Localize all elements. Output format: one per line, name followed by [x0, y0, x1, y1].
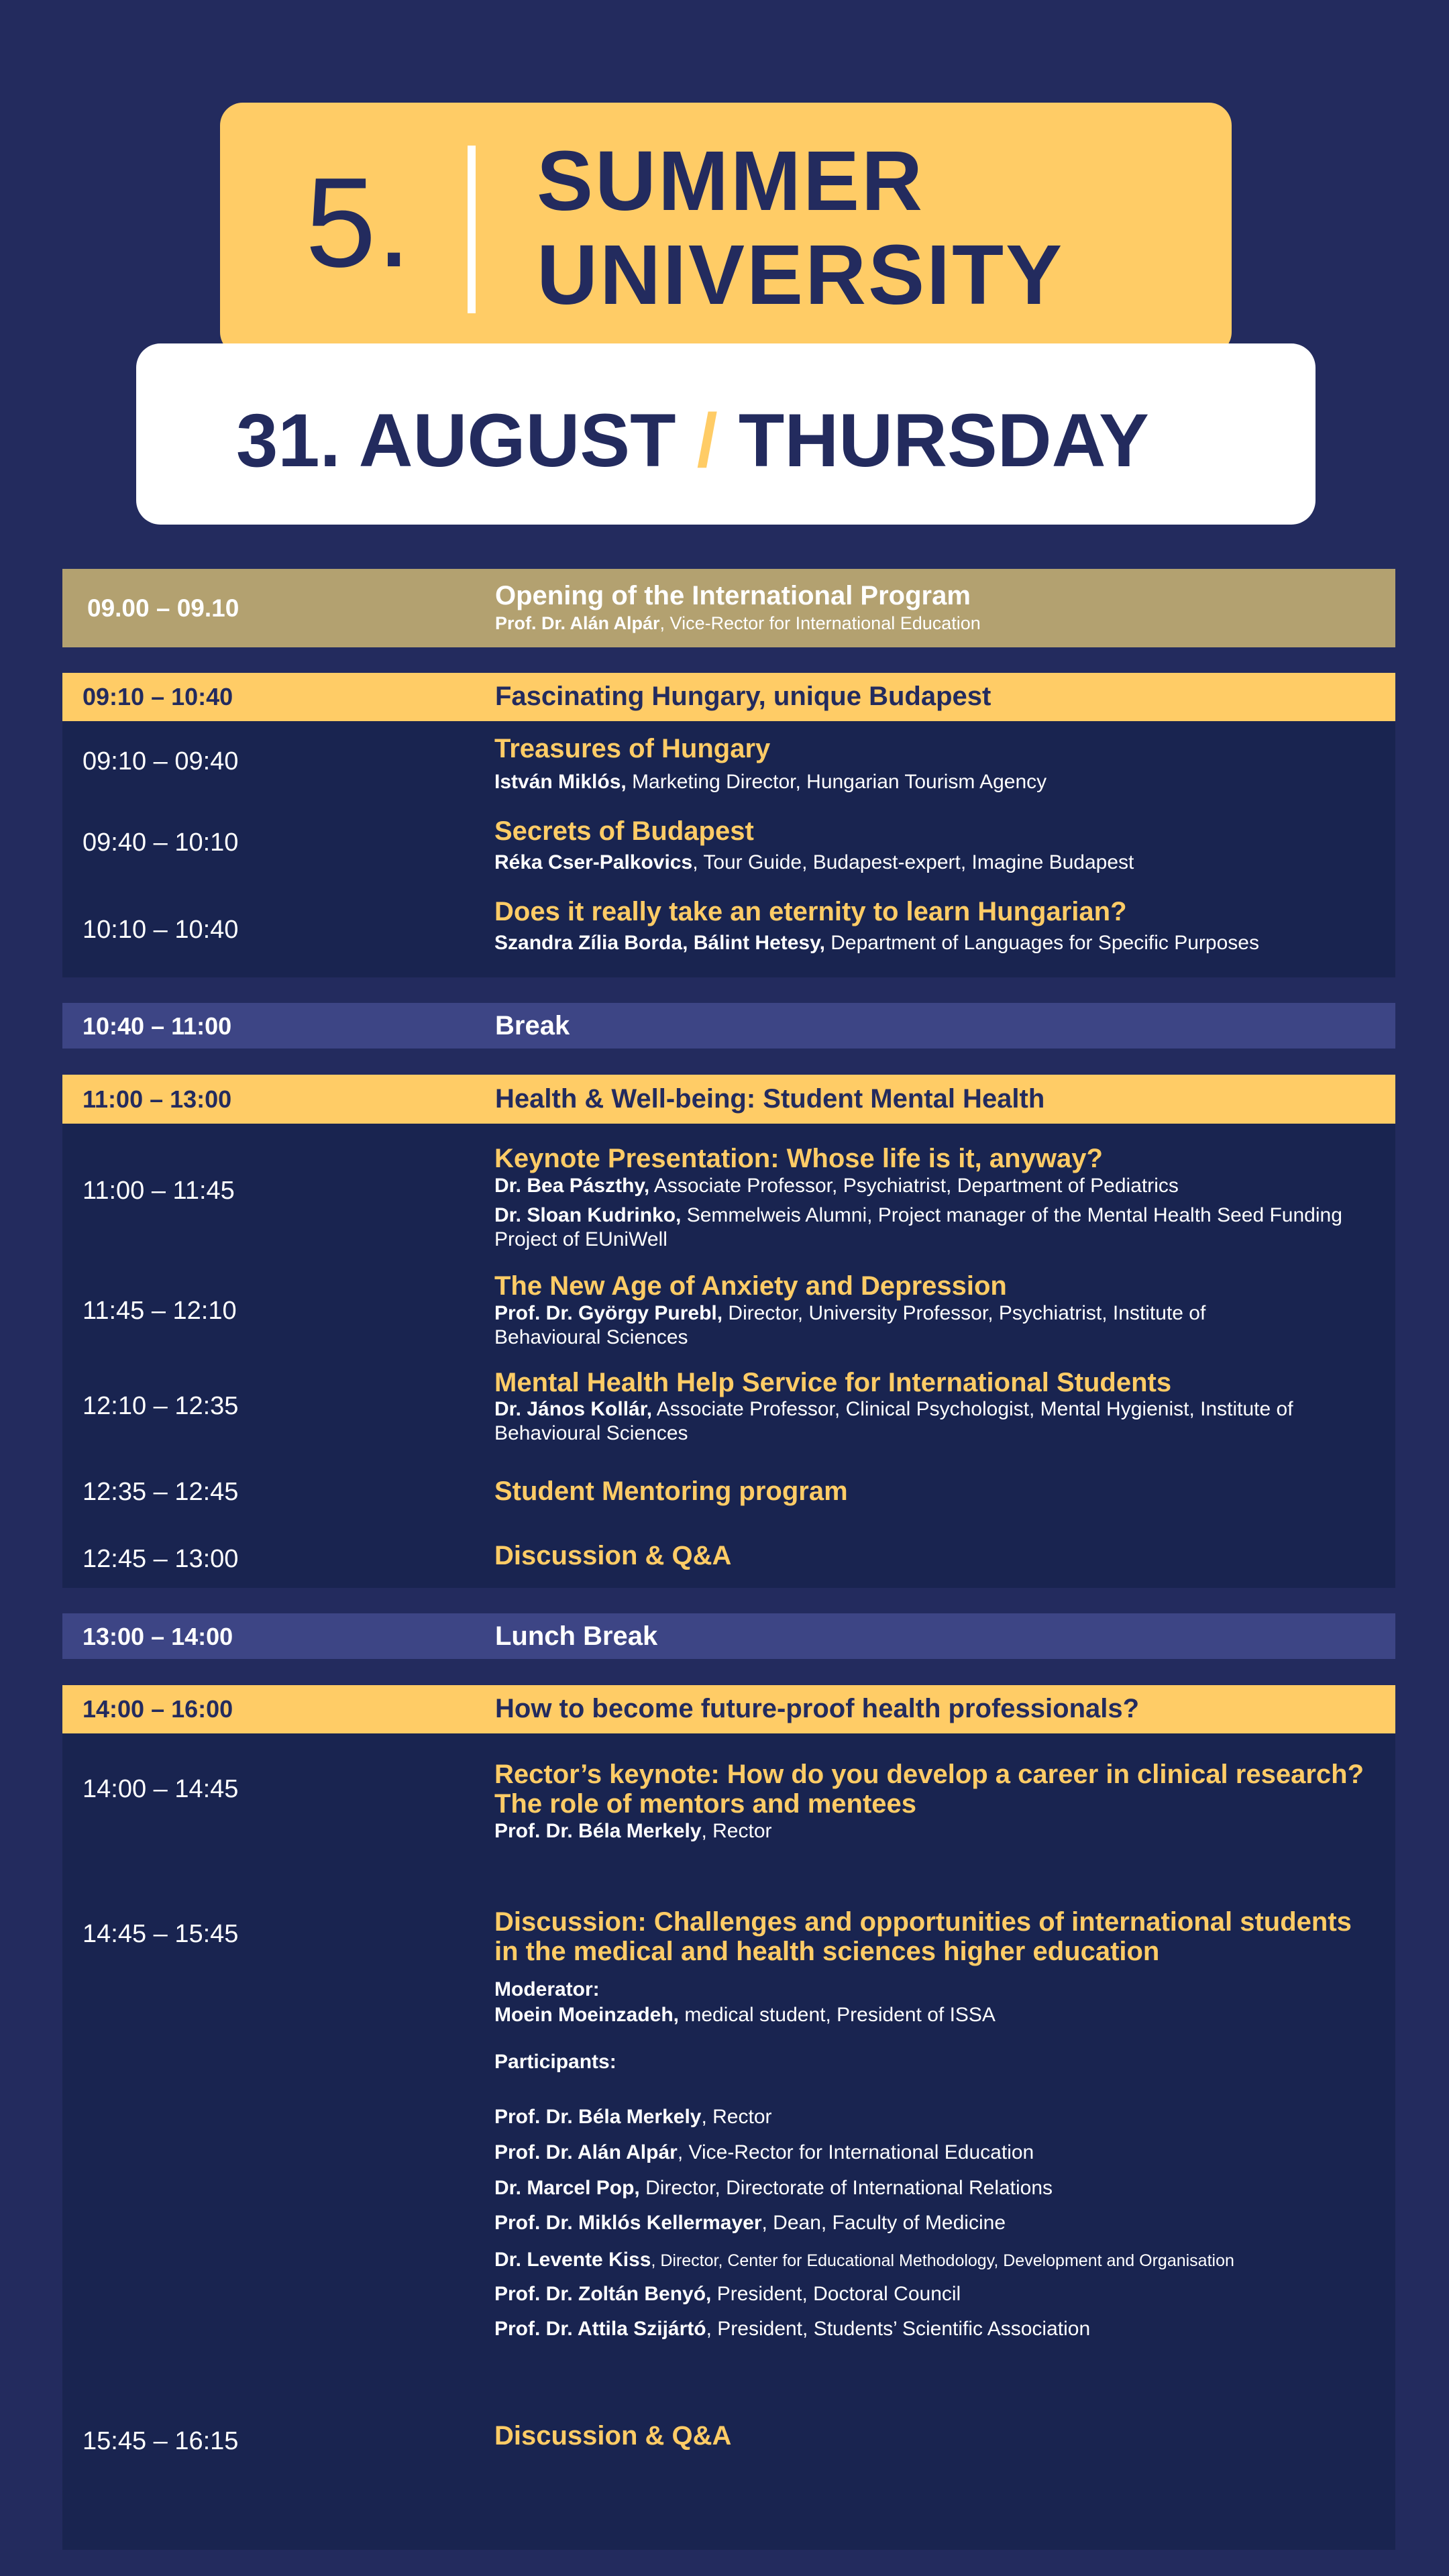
break-title: Break: [495, 1011, 570, 1040]
participant: [494, 2248, 1387, 2273]
item-title: Secrets of Budapest: [494, 816, 754, 846]
item-title: Discussion & Q&A: [494, 2421, 732, 2451]
item-time: 11:45 – 12:10: [83, 1297, 237, 1325]
speaker-name: Réka Cser-Palkovics: [494, 851, 693, 873]
speaker-role: Director, Directorate of International Relations: [639, 2177, 1053, 2199]
item-title-cont: The role of mentors and mentees: [494, 1789, 917, 1819]
title-line-1: SUMMER: [537, 133, 924, 228]
item-title: Rector’s keynote: How do you develop a career in clinical research?: [494, 1760, 1364, 1789]
item-time: 10:10 – 10:40: [83, 916, 239, 944]
item-title: Keynote Presentation: Whose life is it, anyway?: [494, 1144, 1103, 1173]
moderator-label: Moderator:: [494, 1978, 600, 2000]
speaker-role: , Director, Center for Educational Methodology, Development and Organisation: [651, 2251, 1234, 2270]
item-speaker: [494, 1203, 1366, 1252]
speaker-name: Dr. Marcel Pop,: [494, 2177, 640, 2199]
speaker-name: Prof. Dr. Attila Szijártó: [494, 2318, 706, 2340]
speaker-role: Marketing Director, Hungarian Tourism Agency: [626, 771, 1047, 793]
speaker-name: Dr. Bea Pászthy,: [494, 1175, 650, 1197]
lunch-break-bar: [62, 1613, 1395, 1659]
item-title: Discussion: Challenges and opportunities of international students: [494, 1907, 1352, 1937]
break-time: 10:40 – 11:00: [83, 1012, 232, 1040]
date-day: 31. AUGUST: [236, 398, 676, 482]
session-2-time: 11:00 – 13:00: [83, 1085, 232, 1113]
speaker-role: , Rector: [701, 2106, 772, 2128]
item-time: 14:45 – 15:45: [83, 1920, 239, 1948]
item-title: Student Mentoring program: [494, 1477, 848, 1506]
speaker-name: Prof. Dr. Béla Merkely: [494, 1820, 702, 1842]
lunch-break-title: Lunch Break: [495, 1621, 658, 1651]
speaker-name: Prof. Dr. Béla Merkely: [494, 2106, 702, 2128]
speaker-name: Dr. János Kollár,: [494, 1398, 653, 1420]
speaker-name: Prof. Dr. Miklós Kellermayer: [494, 2212, 762, 2234]
speaker-name: Dr. Sloan Kudrinko,: [494, 1204, 682, 1226]
speaker-name: Dr. Levente Kiss: [494, 2249, 651, 2271]
item-title: Mental Health Help Service for International Students: [494, 1368, 1172, 1397]
title-divider: [468, 146, 476, 313]
moderator: [494, 2003, 1387, 2027]
item-title: Treasures of Hungary: [494, 734, 771, 763]
participant: [494, 2317, 1387, 2341]
session-header-3: [62, 1685, 1395, 1733]
item-speaker: [494, 1174, 1387, 1198]
opening-title: Opening of the International Program: [495, 581, 971, 610]
session-header-1: [62, 673, 1395, 721]
date-weekday: THURSDAY: [738, 398, 1149, 482]
item-time: 15:45 – 16:15: [83, 2427, 239, 2455]
item-time: 12:45 – 13:00: [83, 1545, 239, 1573]
speaker-role: , Dean, Faculty of Medicine: [761, 2212, 1006, 2234]
session-2-title: Health & Well-being: Student Mental Health: [495, 1084, 1045, 1114]
item-time: 12:10 – 12:35: [83, 1392, 239, 1420]
speaker-role: , Vice-Rector for International Education: [677, 2141, 1034, 2163]
opening-speaker: [495, 613, 981, 634]
item-time: 11:00 – 11:45: [83, 1177, 235, 1205]
opening-time: 09.00 – 09.10: [87, 594, 239, 622]
session-1-time: 09:10 – 10:40: [83, 683, 233, 710]
speaker-name: Moein Moeinzadeh,: [494, 2004, 680, 2026]
speaker-role: , Rector: [701, 1820, 772, 1842]
lunch-break-time: 13:00 – 14:00: [83, 1623, 233, 1650]
opening-speaker-role: , Vice-Rector for International Education: [659, 613, 981, 633]
speaker-role: President, Doctoral Council: [711, 2283, 961, 2305]
speaker-role: medical student, President of ISSA: [679, 2004, 996, 2026]
opening-bar: [62, 569, 1395, 647]
speaker-name: Prof. Dr. György Purebl,: [494, 1302, 723, 1324]
item-speaker: [494, 1819, 1387, 1843]
item-title: Does it really take an eternity to learn Hungarian?: [494, 897, 1127, 926]
item-time: 12:35 – 12:45: [83, 1478, 239, 1506]
speaker-role: Director, University Professor, Psychiatrist, Institute of Behavioural Sciences: [494, 1302, 1206, 1348]
item-speaker: [494, 770, 1387, 794]
participant: [494, 2141, 1387, 2165]
session-1-title: Fascinating Hungary, unique Budapest: [495, 682, 991, 711]
speaker-name: Prof. Dr. Alán Alpár: [494, 2141, 678, 2163]
speaker-role: , President, Students’ Scientific Association: [706, 2318, 1091, 2340]
break-bar: [62, 1003, 1395, 1049]
participant: [494, 2282, 1387, 2306]
speaker-name: Prof. Dr. Zoltán Benyó,: [494, 2283, 712, 2305]
date-slash: /: [696, 398, 718, 482]
date-heading: [236, 397, 1149, 484]
speaker-role: Department of Languages for Specific Purposes: [824, 932, 1259, 954]
speaker-role: Associate Professor, Psychiatrist, Department of Pediatrics: [649, 1175, 1179, 1197]
item-speaker: [494, 931, 1387, 955]
participants-label: Participants:: [494, 2051, 616, 2073]
item-title: The New Age of Anxiety and Depression: [494, 1271, 1007, 1301]
session-3-time: 14:00 – 16:00: [83, 1695, 233, 1723]
item-speaker: [494, 851, 1387, 875]
participant: [494, 2105, 1387, 2129]
item-time: 14:00 – 14:45: [83, 1775, 239, 1803]
participant: [494, 2176, 1387, 2200]
session-header-2: [62, 1075, 1395, 1124]
participant: [494, 2211, 1387, 2235]
title-line-2: UNIVERSITY: [537, 227, 1065, 322]
edition-number: 5.: [305, 152, 412, 294]
item-speaker: [494, 1301, 1299, 1350]
item-title: Discussion & Q&A: [494, 1541, 732, 1570]
speaker-name: Szandra Zília Borda, Bálint Hetesy,: [494, 932, 825, 954]
speaker-name: István Miklós,: [494, 771, 627, 793]
opening-speaker-name: Prof. Dr. Alán Alpár: [495, 613, 660, 633]
session-3-title: How to become future-proof health professionals?: [495, 1694, 1140, 1723]
item-time: 09:40 – 10:10: [83, 828, 239, 857]
speaker-role: Associate Professor, Clinical Psychologist, Mental Hygienist, Institute of Behavioural Sciences: [494, 1398, 1293, 1444]
speaker-role: Semmelweis Alumni, Project manager of the Mental Health Seed Funding Project of EUniWell: [494, 1204, 1342, 1250]
speaker-role: , Tour Guide, Budapest-expert, Imagine Budapest: [692, 851, 1134, 873]
item-speaker: [494, 1397, 1299, 1446]
item-time: 09:10 – 09:40: [83, 747, 239, 775]
item-title-cont: in the medical and health sciences higher education: [494, 1937, 1160, 1966]
